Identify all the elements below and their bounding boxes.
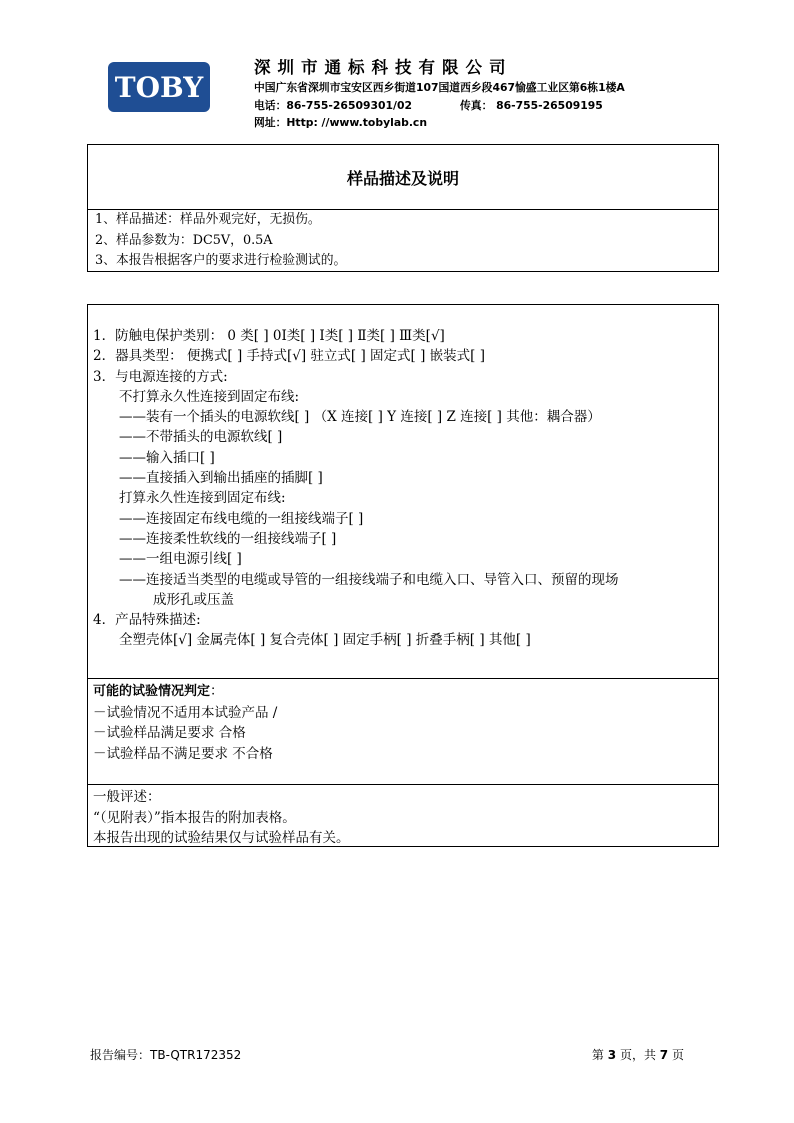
connection-option: ——直接插入到输出插座的插脚[ ] xyxy=(119,470,323,487)
verdict-line: －试验情况不适用本试验产品 / xyxy=(93,704,278,721)
phone-number: 电话：86-755-26509301/02 xyxy=(254,99,412,112)
special-description-line: 全塑壳体[√] 金属壳体[ ] 复合壳体[ ] 固定手柄[ ] 折叠手柄[ ] 其他[ ] xyxy=(119,632,531,649)
sample-description-title: 样品描述及说明 xyxy=(88,145,718,210)
verdict-line: －试验样品满足要求 合格 xyxy=(93,725,246,741)
non-permanent-heading: 不打算永久性连接到固定布线: xyxy=(119,388,300,405)
remark-line: 本报告出现的试验结果仅与试验样品有关。 xyxy=(93,830,350,846)
total-pages: 7 xyxy=(659,1048,669,1062)
fax-number: 传真： 86-755-26509195 xyxy=(459,99,603,112)
sample-description-box xyxy=(87,144,719,272)
connection-heading: 3．与电源连接的方式: xyxy=(93,368,228,385)
connection-option: ——装有一个插头的电源软线[ ] （X 连接[ ] Y 连接[ ] Z 连接[ ] 其他：耦合器） xyxy=(119,409,601,426)
connection-option: ——一组电源引线[ ] xyxy=(119,551,242,568)
remarks-section xyxy=(88,785,718,847)
sample-description-body xyxy=(88,210,718,272)
verdicts-section xyxy=(88,679,718,785)
company-name: 深圳市通标科技有限公司 xyxy=(254,58,513,77)
remarks-heading: 一般评述： xyxy=(93,789,161,805)
remark-line: “（见附表）”指本报告的附加表格。 xyxy=(93,809,296,826)
connection-option: ——连接柔性软线的一组接线端子[ ] xyxy=(119,530,337,547)
appliance-type-line: 2．器具类型： 便携式[ ] 手持式[√] 驻立式[ ] 固定式[ ] 嵌装式[ ] xyxy=(93,348,485,365)
connection-option-continued: 成形孔或压盖 xyxy=(153,591,234,608)
special-description-heading: 4．产品特殊描述: xyxy=(93,612,201,629)
website-link[interactable]: 网址：Http: //www.tobylab.cn xyxy=(254,116,428,129)
toby-logo: TOBY xyxy=(108,62,210,112)
connection-option: ——不带插头的电源软线[ ] xyxy=(119,429,283,446)
protection-class-line: 1．防触电保护类别： 0 类[ ] 0Ⅰ类[ ] Ⅰ类[ ] Ⅱ类[ ] Ⅲ类[√] xyxy=(93,328,445,344)
page-indicator: 第 3 页，共 7 页 xyxy=(591,1048,684,1062)
report-number: 报告编号：TB-QTR172352 xyxy=(90,1048,242,1062)
permanent-heading: 打算永久性连接到固定布线: xyxy=(119,490,286,507)
contact-line xyxy=(254,98,603,113)
sample-line: 3、本报告根据客户的要求进行检验测试的。 xyxy=(95,253,347,268)
company-address: 中国广东省深圳市宝安区西乡街道107国道西乡段467愉盛工业区第6栋1楼A xyxy=(254,81,625,94)
classification-box xyxy=(87,304,719,847)
connection-option: ——连接适当类型的电缆或导管的一组接线端子和电缆入口、导管入口、预留的现场 xyxy=(119,571,619,588)
sample-line: 1、样品描述：样品外观完好，无损伤。 xyxy=(95,212,321,227)
connection-option: ——输入插口[ ] xyxy=(119,449,215,466)
verdict-line: －试验样品不满足要求 不合格 xyxy=(93,745,273,762)
verdicts-heading: 可能的试验情况判定： xyxy=(93,683,224,699)
current-page: 3 xyxy=(607,1048,617,1062)
classification-section xyxy=(88,305,718,679)
connection-option: ——连接固定布线电缆的一组接线端子[ ] xyxy=(119,510,364,527)
sample-line: 2、样品参数为：DC5V，0.5A xyxy=(95,232,273,248)
